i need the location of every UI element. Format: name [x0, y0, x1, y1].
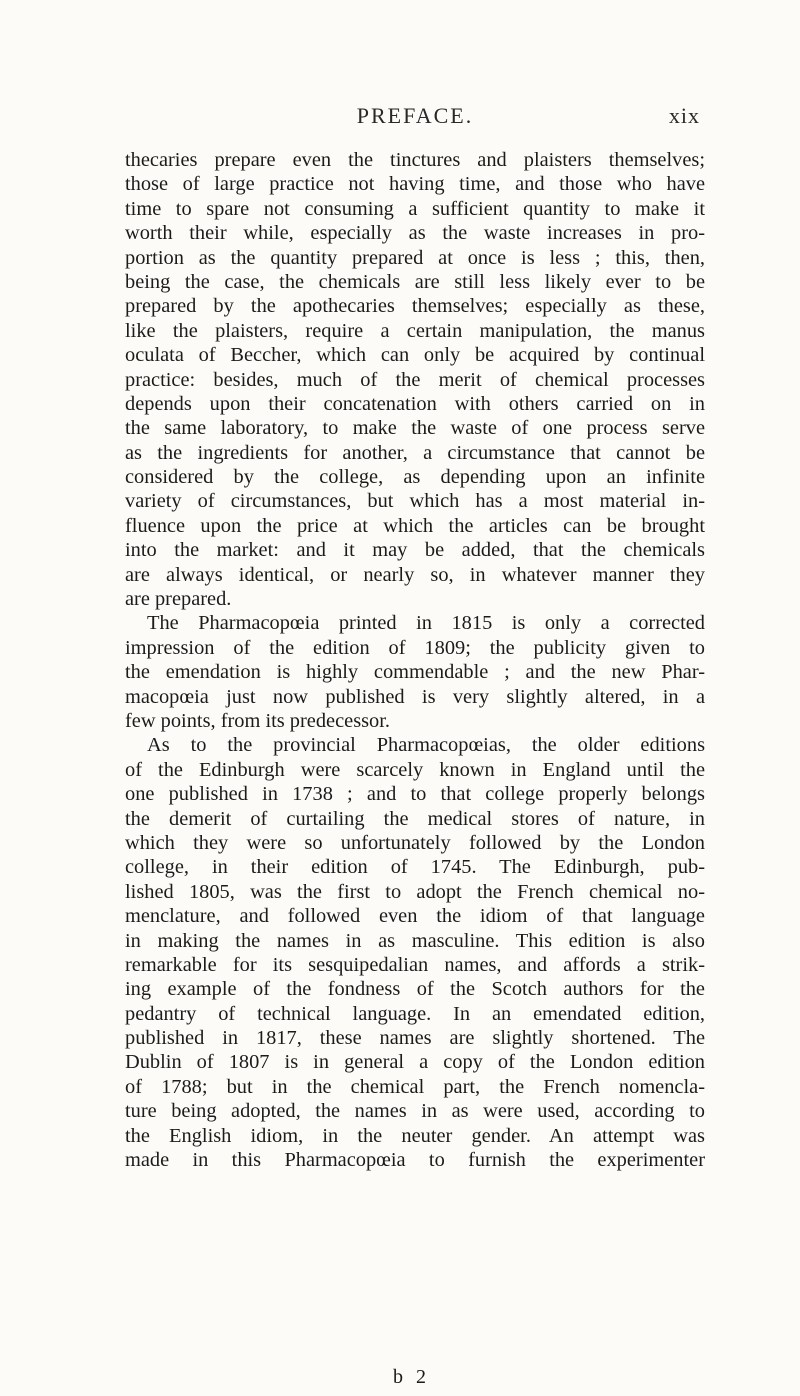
text-line: are always identical, or nearly so, in whatever manner they [125, 563, 705, 586]
text-line: which they were so unfortunately followed by the London [125, 831, 705, 854]
text-line: oculata of Beccher, which can only be acquired by continual [125, 344, 705, 367]
text-line: of 1788; but in the chemical part, the French nomencla- [125, 1075, 705, 1098]
text-line: pedantry of technical language. In an emendated edition, [125, 1002, 705, 1025]
text-line: remarkable for its sesquipedalian names, and affords a strik- [125, 953, 705, 976]
text-line: the emendation is highly commendable ; and the new Phar- [125, 661, 705, 684]
text-line: As to the provincial Pharmacopœias, the older editions [147, 734, 705, 757]
text-line: prepared by the apothecaries themselves; especially as these, [125, 295, 705, 318]
text-line: made in this Pharmacopœia to furnish the experimenter [125, 1149, 705, 1172]
text-line: menclature, and followed even the idiom of that language [125, 905, 705, 928]
text-line: those of large practice not having time, and those who have [125, 173, 705, 196]
text-line: practice: besides, much of the merit of chemical processes [125, 368, 705, 391]
signature-mark: b 2 [393, 1366, 430, 1388]
text-line: of the Edinburgh were scarcely known in England until the [125, 758, 705, 781]
text-line: like the plaisters, require a certain manipulation, the manus [125, 319, 705, 342]
running-title: PREFACE. [356, 103, 474, 128]
text-line: ture being adopted, the names in as were used, according to [125, 1100, 705, 1123]
text-line: thecaries prepare even the tinctures and plaisters themselves; [125, 149, 705, 171]
text-line: portion as the quantity prepared at once is less ; this, then, [125, 246, 705, 269]
page-header [130, 103, 700, 133]
text-line: variety of circumstances, but which has a most material in- [125, 490, 705, 513]
text-line: time to spare not consuming a sufficient quantity to make it [125, 197, 705, 220]
text-line: Dublin of 1807 is in general a copy of the London edition [125, 1051, 705, 1074]
text-line: college, in their edition of 1745. The Edinburgh, pub- [125, 856, 705, 879]
text-line: one published in 1738 ; and to that college properly belongs [125, 783, 705, 806]
text-line: published in 1817, these names are slightly shortened. The [125, 1027, 705, 1050]
text-line: lished 1805, was the first to adopt the French chemical no- [125, 880, 705, 903]
text-line: macopœia just now published is very slightly altered, in a [125, 685, 705, 708]
text-line: ing example of the fondness of the Scotch authors for the [125, 978, 705, 1001]
text-line: worth their while, especially as the waste increases in pro- [125, 222, 705, 245]
text-line: depends upon their concatenation with others carried on in [125, 392, 705, 415]
text-line: the English idiom, in the neuter gender. An attempt was [125, 1124, 705, 1147]
text-line: the demerit of curtailing the medical stores of nature, in [125, 807, 705, 830]
text-line: into the market: and it may be added, that the chemicals [125, 539, 705, 562]
text-line: being the case, the chemicals are still less likely ever to be [125, 270, 705, 293]
page-number: xix [668, 103, 700, 128]
text-line: in making the names in as masculine. This edition is also [125, 929, 705, 952]
text-line: the same laboratory, to make the waste of one process serve [125, 417, 705, 440]
text-line: are prepared. [125, 588, 232, 611]
text-line: few points, from its predecessor. [125, 709, 391, 732]
text-line: impression of the edition of 1809; the publicity given to [125, 636, 705, 659]
text-line: as the ingredients for another, a circumstance that cannot be [125, 441, 705, 464]
text-line: The Pharmacopœia printed in 1815 is only a corrected [147, 612, 705, 635]
text-line: considered by the college, as depending upon an infinite [125, 466, 705, 489]
text-line: fluence upon the price at which the articles can be brought [125, 514, 705, 537]
body-text [125, 148, 705, 1172]
